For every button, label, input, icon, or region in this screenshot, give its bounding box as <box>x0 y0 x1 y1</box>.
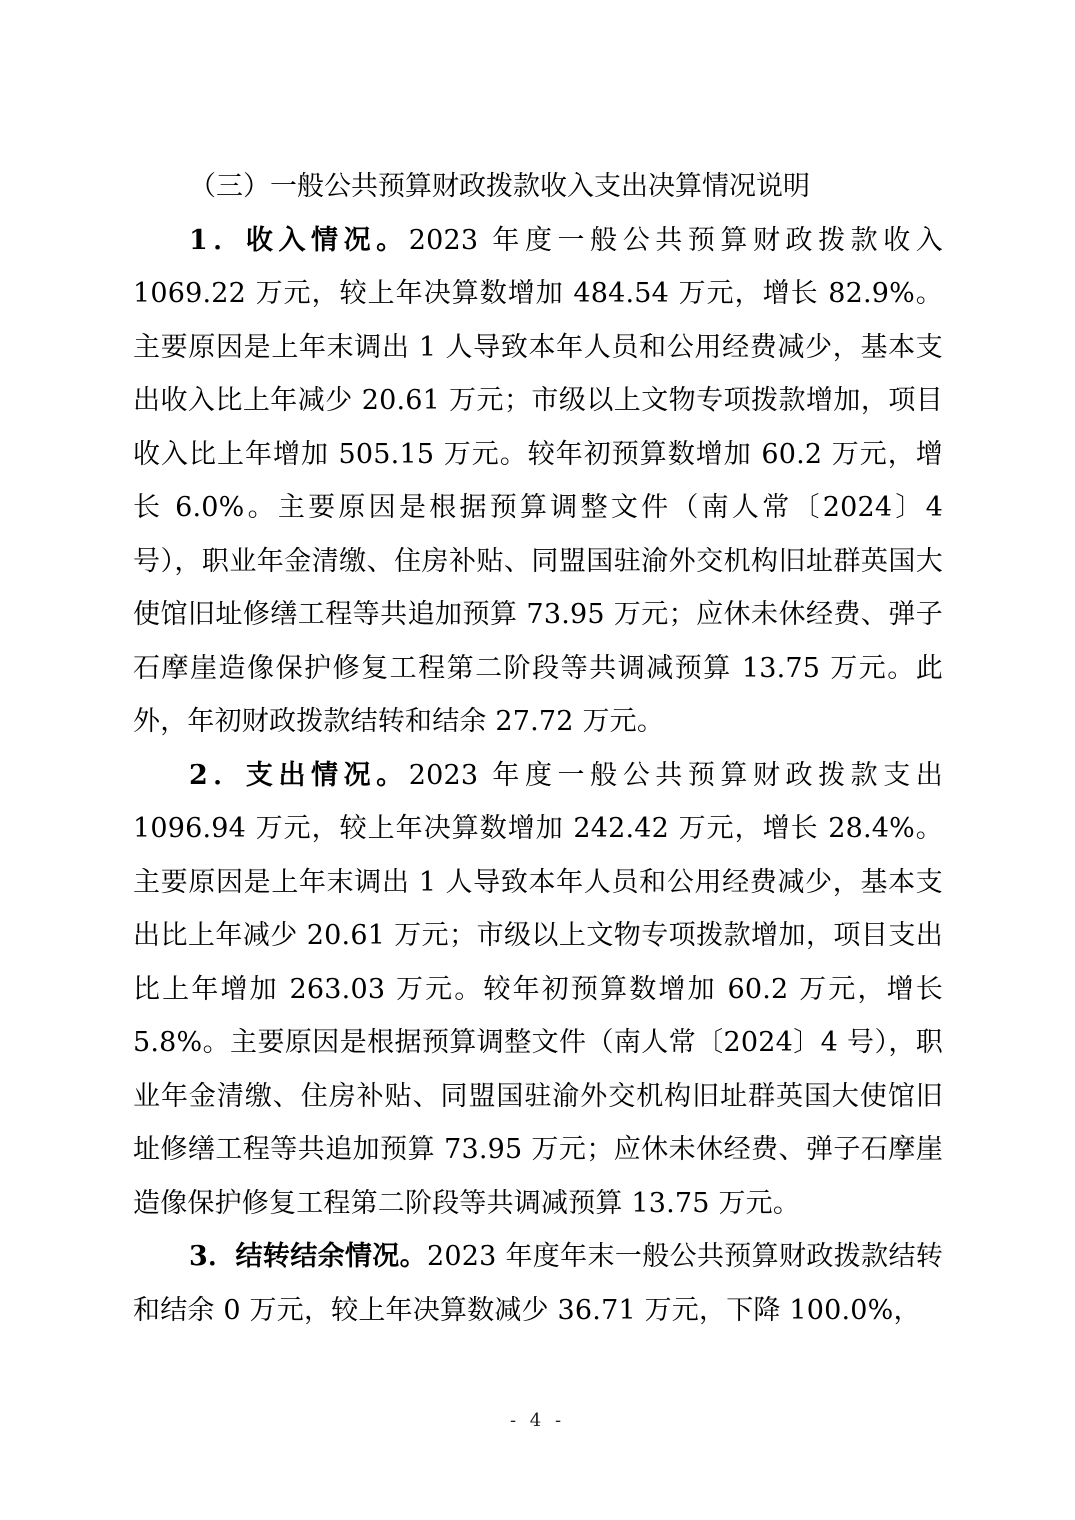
paragraph-income-body: 2023 年度一般公共预算财政拨款收入 1069.22 万元，较上年决算数增加 484.54 万元，增长 82.9%。主要原因是上年末调出 1 人导致本年人员和公用经费减少，基本支出收入比上年减少 20.61 万元；市级以上文物专项拨款增加，项目收入比上年增加 505.15 万元。较年初预算数增加 60.2 万元，增长 6.0%。主要原因是根据预算调整文件（南人常〔2024〕4 号），职业年金清缴、住房补贴、同盟国驻渝外交机构旧址群英国大使馆旧址修缮工程等共追加预算 73.95 万元；应休未休经费、弹子石摩崖造像保护修复工程第二阶段等共调减预算 13.75 万元。此外，年初财政拨款结转和结余 27.72 万元。 <box>133 224 943 737</box>
paragraph-carryover-body: 2023 年度年末一般公共预算财政拨款结转和结余 0 万元，较上年决算数减少 36.71 万元，下降 100.0%， <box>133 1241 943 1326</box>
paragraph-expenditure <box>133 749 943 1231</box>
paragraph-income-lead: 1．收入情况。 <box>189 224 409 256</box>
document-body <box>133 160 943 1337</box>
paragraph-carryover <box>133 1230 943 1337</box>
paragraph-expenditure-lead: 2．支出情况。 <box>189 759 409 791</box>
section-heading: （三）一般公共预算财政拨款收入支出决算情况说明 <box>189 171 810 202</box>
paragraph-carryover-lead: 3．结转结余情况。 <box>189 1241 427 1272</box>
page-number: - 4 - <box>509 1410 566 1431</box>
paragraph-income <box>133 214 943 749</box>
paragraph-expenditure-body: 2023 年度一般公共预算财政拨款支出 1096.94 万元，较上年决算数增加 242.42 万元，增长 28.4%。主要原因是上年末调出 1 人导致本年人员和公用经费减少，基本支出比上年减少 20.61 万元；市级以上文物专项拨款增加，项目支出比上年增加 263.03 万元。较年初预算数增加 60.2 万元，增长 5.8%。主要原因是根据预算调整文件（南人常〔2024〕4 号），职业年金清缴、住房补贴、同盟国驻渝外交机构旧址群英国大使馆旧址修缮工程等共追加预算 73.95 万元；应休未休经费、弹子石摩崖造像保护修复工程第二阶段等共调减预算 13.75 万元。 <box>133 759 943 1219</box>
